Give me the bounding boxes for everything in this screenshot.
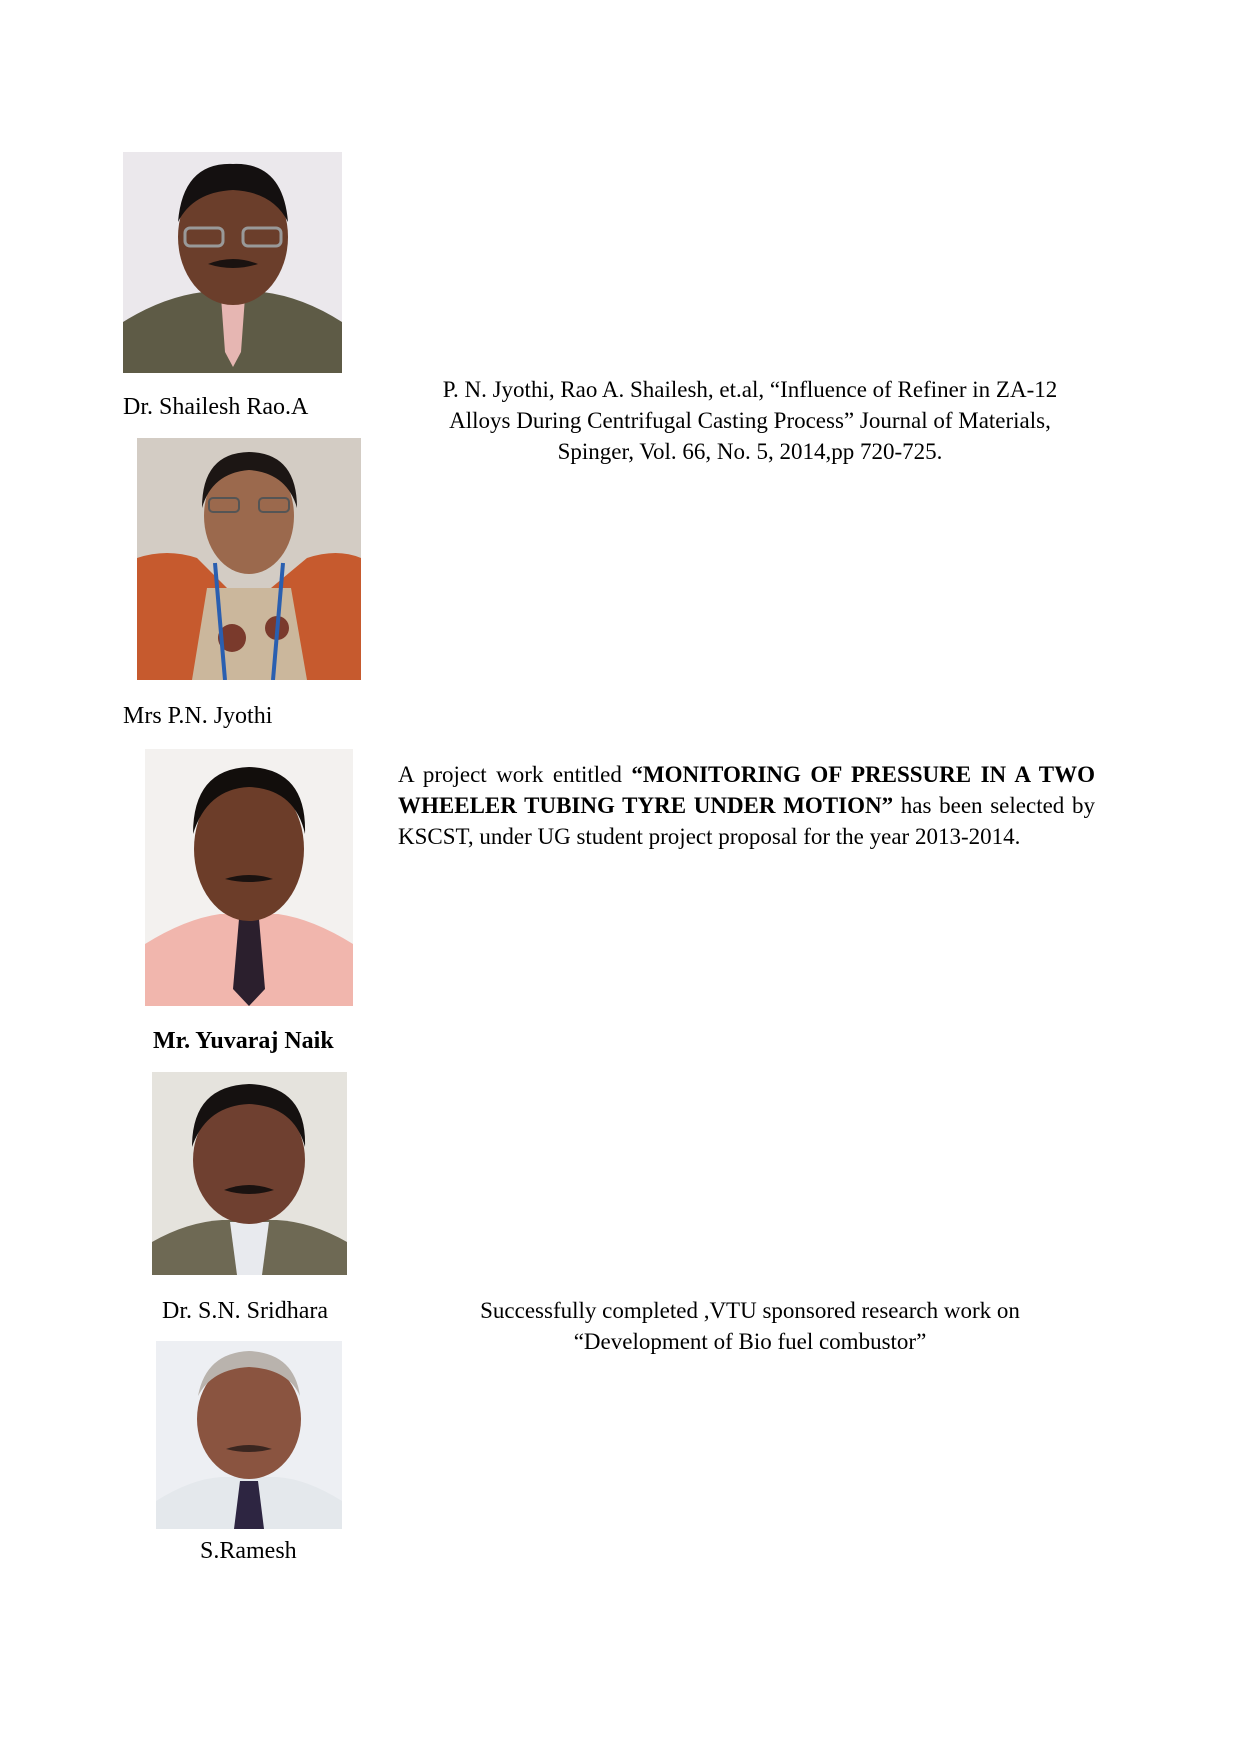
- publication-line-1: P. N. Jyothi, Rao A. Shailesh, et.al, “Influence of Refiner in ZA-12: [442, 377, 1058, 402]
- caption-yuvaraj-naik: Mr. Yuvaraj Naik: [153, 1028, 334, 1054]
- photo-yuvaraj-naik: [145, 749, 353, 1006]
- project-intro: A project work entitled: [398, 762, 632, 787]
- research-description: [385, 1295, 1115, 1357]
- publication-citation: [385, 374, 1115, 467]
- photo-s-ramesh: [156, 1341, 342, 1529]
- portrait-image: [123, 152, 342, 373]
- publication-line-2: Alloys During Centrifugal Casting Process” Journal of Materials,: [449, 408, 1051, 433]
- photo-sn-sridhara: [152, 1072, 347, 1275]
- caption-s-ramesh: S.Ramesh: [200, 1538, 297, 1564]
- portrait-image: [145, 749, 353, 1006]
- research-line-1: Successfully completed ,VTU sponsored research work on: [480, 1298, 1020, 1323]
- research-line-2: “Development of Bio fuel combustor”: [573, 1329, 927, 1354]
- publication-line-3: Spinger, Vol. 66, No. 5, 2014,pp 720-725.: [557, 439, 943, 464]
- caption-shailesh-rao: Dr. Shailesh Rao.A: [123, 394, 309, 420]
- caption-pn-jyothi: Mrs P.N. Jyothi: [123, 703, 273, 729]
- photo-shailesh-rao: [123, 152, 342, 373]
- caption-sn-sridhara: Dr. S.N. Sridhara: [162, 1298, 328, 1324]
- project-title: “MONITORING OF PRESSURE IN A TWO WHEELER TUBING TYRE UNDER MOTION”: [398, 762, 1095, 818]
- project-rest: has been selected by KSCST, under UG student project proposal for the year 2013-2014.: [398, 793, 1095, 849]
- portrait-image: [156, 1341, 342, 1529]
- portrait-image: [137, 438, 361, 680]
- photo-pn-jyothi: [137, 438, 361, 680]
- portrait-image: [152, 1072, 347, 1275]
- project-description: [398, 759, 1095, 852]
